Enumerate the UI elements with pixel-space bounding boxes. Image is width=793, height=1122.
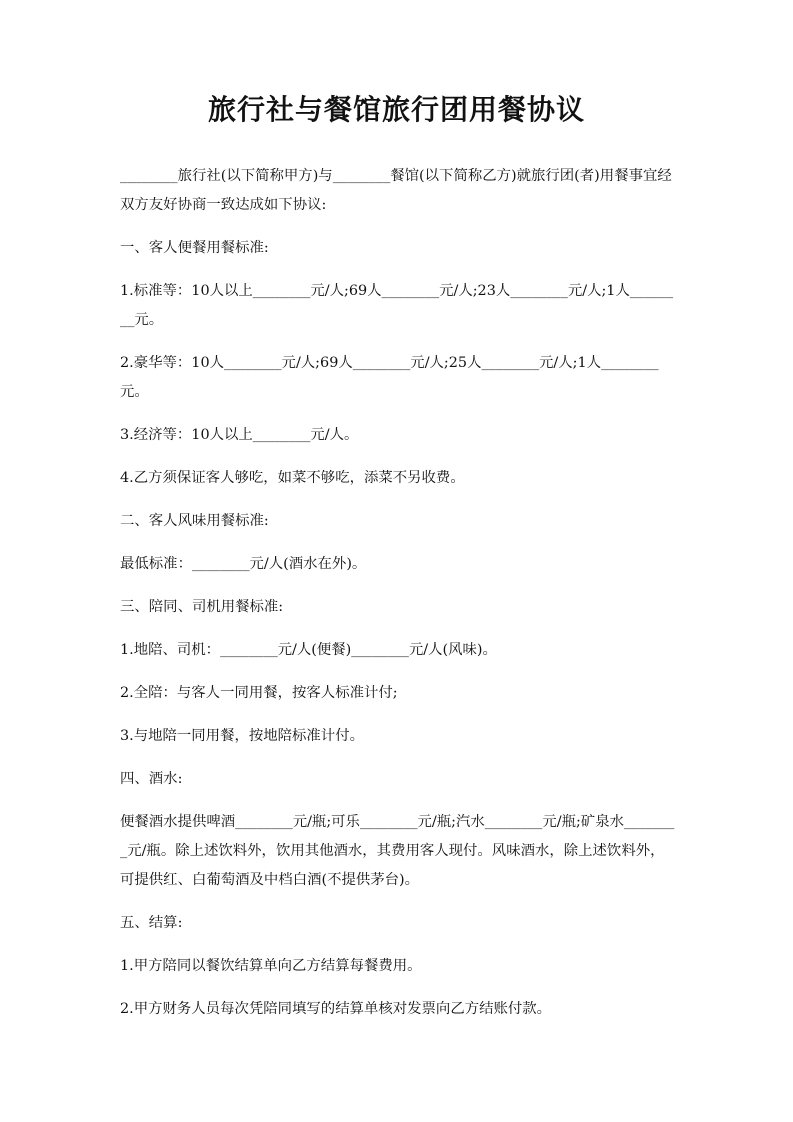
document-body bbox=[120, 162, 676, 1024]
clause-paragraph: 3.与地陪一同用餐，按地陪标准计付。 bbox=[120, 728, 364, 744]
clause-paragraph: 2.豪华等：10人________元/人;69人________元/人;25人________元/人;1人________元。 bbox=[120, 355, 659, 400]
clause-paragraph: 便餐酒水提供啤酒________元/瓶;可乐________元/瓶;汽水________元/瓶;矿泉水________元/瓶。除上述饮料外，饮用其他酒水，其费用客人现付。风味酒水，除上述饮料外，可提供红、白葡萄酒及中档白酒(不提供茅台)。 bbox=[120, 814, 675, 888]
clause-paragraph: 3.经济等：10人以上________元/人。 bbox=[120, 427, 359, 443]
intro-paragraph: ________旅行社(以下简称甲方)与________餐馆(以下简称乙方)就旅行团(者)用餐事宜经双方友好协商一致达成如下协议: bbox=[120, 168, 672, 213]
clause-paragraph: 1.标准等：10人以上________元/人;69人________元/人;23人________元/人;1人________元。 bbox=[120, 283, 674, 328]
section-heading-1: 一、客人便餐用餐标准: bbox=[120, 240, 269, 256]
clause-paragraph: 1.地陪、司机：________元/人(便餐)________元/人(风味)。 bbox=[120, 642, 497, 658]
page-title: 旅行社与餐馆旅行团用餐协议 bbox=[207, 93, 585, 126]
clause-paragraph: 最低标准：________元/人(酒水在外)。 bbox=[120, 556, 367, 572]
section-heading-4: 四、酒水: bbox=[120, 771, 183, 787]
clause-paragraph: 2.甲方财务人员每次凭陪同填写的结算单核对发票向乙方结账付款。 bbox=[120, 1001, 552, 1017]
section-heading-2: 二、客人风味用餐标准: bbox=[120, 513, 269, 529]
clause-paragraph: 4.乙方须保证客人够吃，如菜不够吃，添菜不另收费。 bbox=[120, 470, 465, 486]
clause-paragraph: 1.甲方陪同以餐饮结算单向乙方结算每餐费用。 bbox=[120, 958, 422, 974]
section-heading-3: 三、陪同、司机用餐标准: bbox=[120, 599, 284, 615]
clause-paragraph: 2.全陪：与客人一同用餐，按客人标准计付; bbox=[120, 685, 398, 701]
section-heading-5: 五、结算: bbox=[120, 915, 183, 931]
